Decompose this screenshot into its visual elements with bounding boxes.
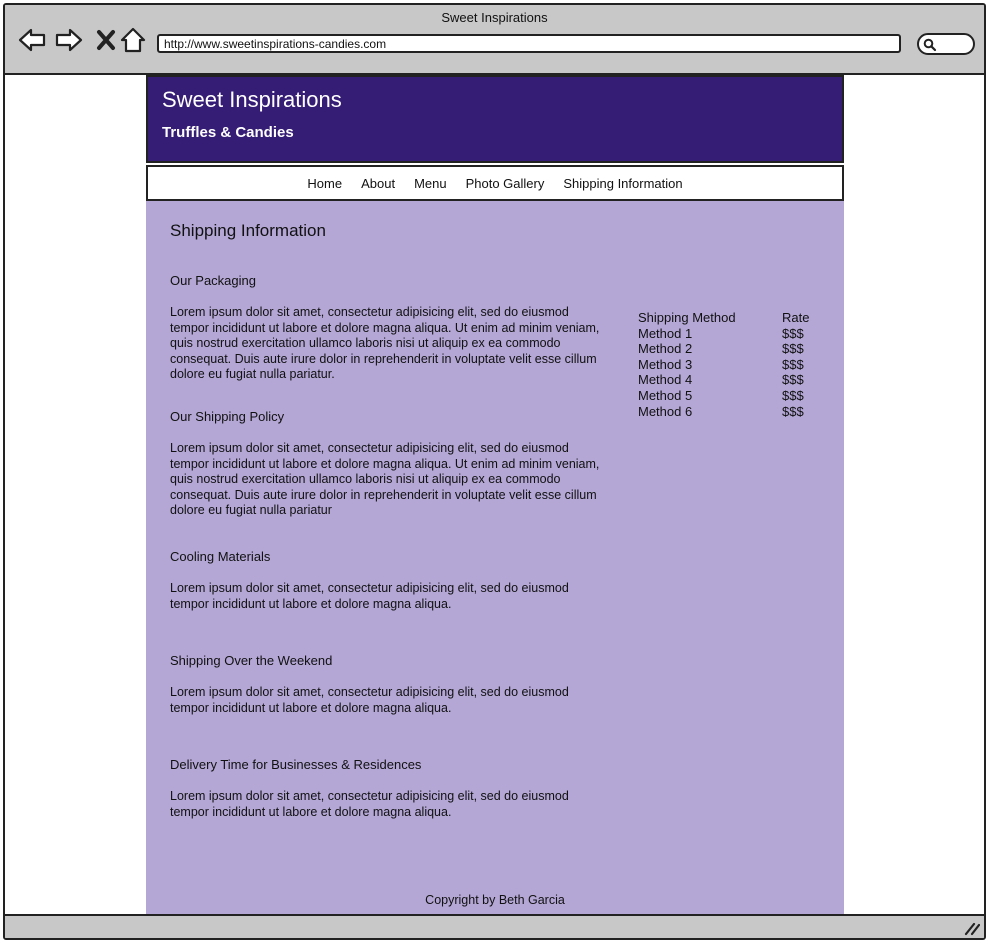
section-body-delivery-time: Lorem ipsum dolor sit amet, consectetur adipisicing elit, sed do eiusmod tempor incididunt ut labore et dolore magna aliqua.: [170, 789, 569, 819]
site-subtitle: Truffles & Candies: [162, 124, 294, 141]
table-row: [638, 357, 809, 373]
nav-photo-gallery-link[interactable]: Photo Gallery: [465, 175, 545, 191]
web-page: [146, 75, 844, 917]
status-bar: [5, 914, 984, 938]
section-body-packaging: Lorem ipsum dolor sit amet, consectetur adipisicing elit, sed do eiusmod tempor incididunt ut labore et dolore magna aliqua. Ut enim ad minim veniam, quis nostrud exercitation ullamco laboris nisi ut aliquip ex ea commodo consequat. Duis aute irure dolor in reprehenderit in voluptate velit esse cillum dolore eu fugiat nulla pariatur.: [170, 305, 600, 381]
section-title-shipping-policy: Our Shipping Policy: [170, 409, 285, 424]
section-title-delivery-time: Delivery Time for Businesses & Residences: [170, 757, 422, 772]
table-header-rate: Rate: [782, 310, 810, 325]
resize-grip-icon[interactable]: [962, 920, 980, 936]
section-title-packaging: Our Packaging: [170, 273, 256, 288]
table-row: [638, 404, 809, 420]
close-x-icon[interactable]: [91, 25, 121, 55]
section-body-weekend: Lorem ipsum dolor sit amet, consectetur adipisicing elit, sed do eiusmod tempor incididunt ut labore et dolore magna aliqua.: [170, 685, 569, 715]
section-body-cooling: Lorem ipsum dolor sit amet, consectetur adipisicing elit, sed do eiusmod tempor incididunt ut labore et dolore magna aliqua.: [170, 581, 569, 611]
browser-window: [3, 3, 986, 940]
nav-home-link[interactable]: Home: [307, 175, 343, 191]
site-title: Sweet Inspirations: [162, 87, 342, 112]
main-nav: [146, 165, 844, 201]
browser-toolbar: [5, 5, 984, 75]
main-content: [146, 201, 844, 917]
table-cell-method: Method 3: [638, 356, 693, 372]
section-body-shipping-policy: Lorem ipsum dolor sit amet, consectetur adipisicing elit, sed do eiusmod tempor incididunt ut labore et dolore magna aliqua. Ut enim ad minim veniam, quis nostrud exercitation ullamco laboris nisi ut aliquip ex ea commodo consequat. Duis aute irure dolor in reprehenderit in voluptate velit esse cillum dolore eu fugiat nulla pariatur: [170, 441, 600, 517]
table-row: [638, 372, 809, 388]
shipping-rates-table: [638, 310, 809, 419]
table-cell-rate: $$$: [782, 403, 804, 419]
section-title-weekend: Shipping Over the Weekend: [170, 653, 333, 668]
table-cell-method: Method 2: [638, 341, 693, 357]
search-box[interactable]: [917, 33, 975, 55]
table-cell-rate: $$$: [782, 325, 804, 341]
page-heading: Shipping Information: [170, 221, 326, 240]
nav-about-link[interactable]: About: [361, 175, 396, 191]
section-title-cooling: Cooling Materials: [170, 549, 271, 564]
table-cell-rate: $$$: [782, 372, 804, 388]
window-title: Sweet Inspirations: [441, 10, 548, 25]
home-icon[interactable]: [118, 25, 148, 55]
search-icon: [923, 38, 937, 52]
table-cell-rate: $$$: [782, 387, 804, 403]
table-cell-method: Method 5: [638, 387, 693, 403]
table-row: [638, 326, 809, 342]
nav-shipping-information-link[interactable]: Shipping Information: [563, 175, 683, 191]
back-arrow-icon[interactable]: [17, 25, 47, 55]
table-header-row: [638, 310, 809, 326]
table-row: [638, 341, 809, 357]
table-header-method: Shipping Method: [638, 310, 736, 325]
nav-menu-link[interactable]: Menu: [414, 175, 447, 191]
table-cell-method: Method 4: [638, 372, 693, 388]
forward-arrow-icon[interactable]: [54, 25, 84, 55]
address-bar[interactable]: http://www.sweetinspirations-candies.com: [157, 34, 901, 53]
site-header: [146, 75, 844, 163]
page-footer: Copyright by Beth Garcia: [425, 893, 565, 907]
table-row: [638, 388, 809, 404]
table-cell-rate: $$$: [782, 356, 804, 372]
table-cell-rate: $$$: [782, 341, 804, 357]
table-cell-method: Method 6: [638, 403, 693, 419]
table-cell-method: Method 1: [638, 325, 693, 341]
